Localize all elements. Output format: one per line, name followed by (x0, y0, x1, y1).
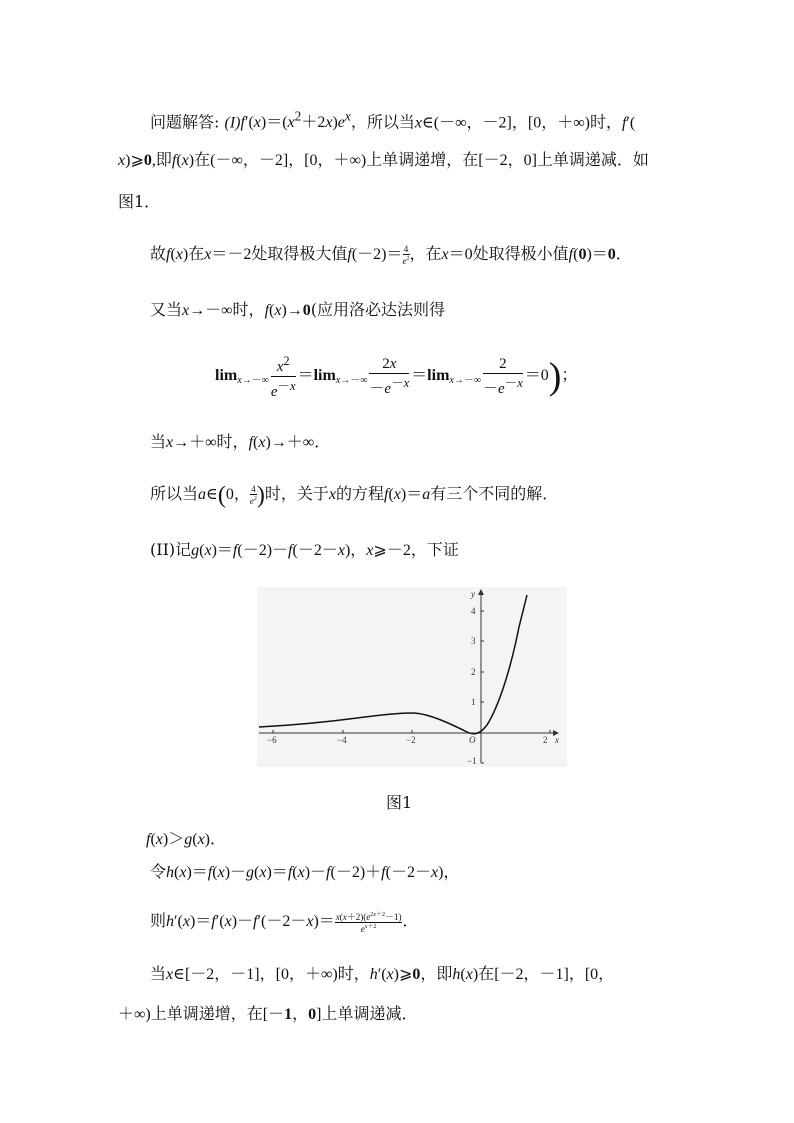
x-axis-label: x (555, 735, 559, 745)
para1-line3: 图1． (118, 192, 161, 211)
para9-line2: ＋∞)上单调递增，在[－1，0]上单调递减． (118, 1004, 418, 1023)
para5: 所以当a∈(0， $\frac{4}{e^2}$ )时，关于x的方程f(x)＝a有三个不同的解． (150, 482, 559, 509)
para4: 当x→＋∞时，f(x)→＋∞． (150, 432, 331, 451)
figure-caption: 图1 (386, 793, 413, 812)
y-axis-label: y (471, 589, 475, 599)
function-graph (257, 587, 567, 767)
limit-formula: $\lim_{x\to-\infty}$ $\frac{x^2}{e^{-x}}$ $=\lim_{x\to-\infty}$ $\frac{2x}{-e^{-x}}$ $=\lim_{x\to-\infty}$ $\frac{2}{-e^{-x}}$ ＝0)； (215, 354, 578, 400)
x-tick: 2 (543, 735, 548, 745)
para1-line2: x)⩾0,即f(x)在(－∞，－2]，[0，＋∞)上单调递增，在[－2，0]上单调递减．如 (118, 150, 649, 169)
para8: 则h′(x)＝f′(x)－f′(－2－x)＝ $\frac{x(x+2)(e^{2x+2}-1)}{e^{x+2}}$ ． (150, 911, 419, 934)
x-tick: −2 (406, 735, 416, 745)
para6: (II)记g(x)＝f(－2)－f(－2－x)，x⩾－2，下证 (150, 540, 459, 559)
x-tick: −6 (267, 735, 277, 745)
para1-line1: 问题解答: $(I)f'(x)=(x^2+2x)e^x$，所以当x∈(－∞，－2]，[0，＋∞)时，f′( (150, 109, 636, 132)
intro-label: 问题解答 (150, 112, 215, 132)
para3: 又当x→－∞时，f(x)→0(应用洛必达法则得 (150, 300, 446, 319)
inequality: f(x)＞g(x)． (146, 831, 227, 848)
x-tick: −4 (337, 735, 347, 745)
y-tick: 3 (471, 636, 476, 646)
para7: 令h(x)＝f(x)－g(x)＝f(x)－f(－2)＋f(－2－x)， (150, 862, 460, 881)
y-tick: −1 (467, 756, 477, 766)
y-tick: 1 (471, 697, 476, 707)
y-tick: 2 (471, 667, 476, 677)
origin-label: O (469, 735, 476, 745)
para9-line1: 当x∈[－2，－1]，[0，＋∞)时，h′(x)⩾0，即h(x)在[－2，－1]，[0， (150, 964, 615, 983)
para2: 故f(x)在x＝－2处取得极大值f(－2)＝ $\frac{4}{e^2}$ ，在x＝0处取得极小值f(0)＝0． (150, 243, 632, 266)
y-tick: 4 (471, 606, 476, 616)
